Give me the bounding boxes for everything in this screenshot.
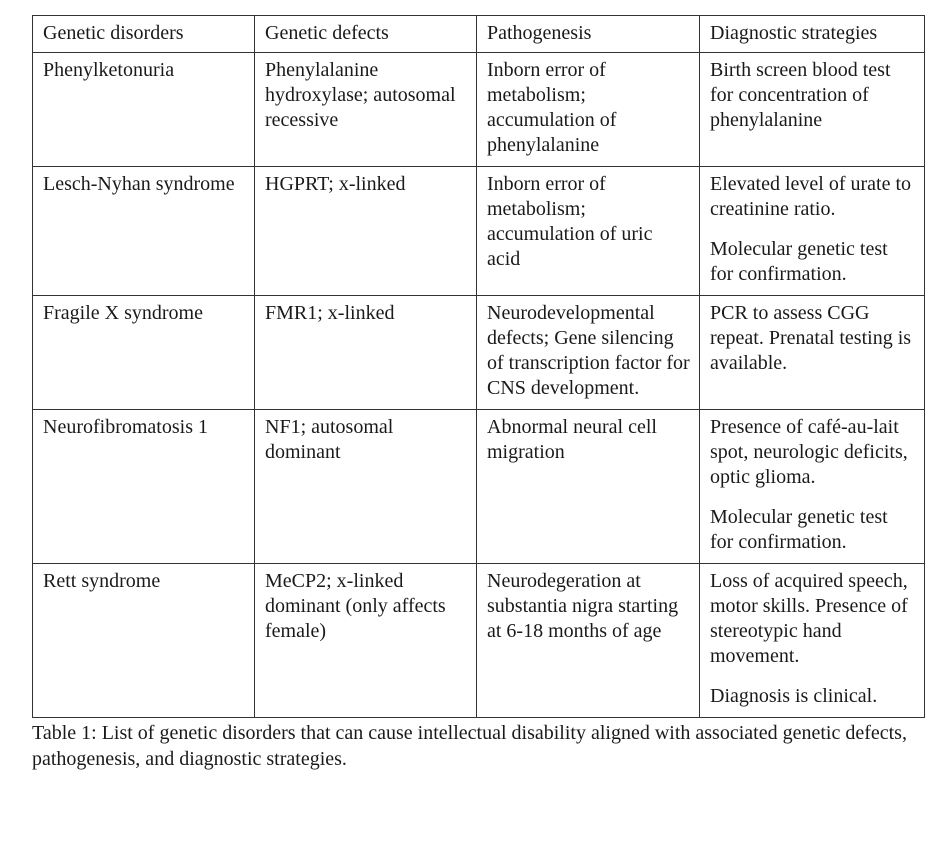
document-page	[32, 15, 924, 772]
cell-pathogenesis: Inborn error of metabolism; accumulation of uric acid	[477, 167, 700, 296]
genetic-disorders-table	[32, 15, 925, 718]
table-row	[33, 53, 925, 167]
diagnosis-paragraph: Presence of café-au-lait spot, neurologic deficits, optic glioma.	[710, 416, 908, 488]
table-row	[33, 410, 925, 564]
diagnosis-paragraph: Elevated level of urate to creatinine ratio.	[710, 173, 912, 220]
table-caption: Table 1: List of genetic disorders that can cause intellectual disability aligned with associated genetic defects, pathogenesis, and diagnostic strategies.	[32, 722, 907, 770]
diagnosis-paragraph: Diagnosis is clinical.	[710, 685, 878, 707]
header-genetic-disorders: Genetic disorders	[33, 16, 255, 53]
cell-disorder: Lesch-Nyhan syndrome	[33, 167, 255, 296]
cell-diagnosis	[700, 53, 925, 167]
cell-disorder: Neurofibromatosis 1	[33, 410, 255, 564]
table-row	[33, 296, 925, 410]
table-row	[33, 564, 925, 718]
header-diagnostic-strategies: Diagnostic strategies	[700, 16, 925, 53]
cell-diagnosis	[700, 167, 925, 296]
table-row	[33, 167, 925, 296]
header-pathogenesis: Pathogenesis	[477, 16, 700, 53]
diagnosis-paragraph: Molecular genetic test for confirmation.	[710, 238, 888, 285]
header-genetic-defects: Genetic defects	[255, 16, 477, 53]
cell-defect: FMR1; x-linked	[255, 296, 477, 410]
cell-disorder: Rett syndrome	[33, 564, 255, 718]
diagnosis-paragraph: Loss of acquired speech, motor skills. Presence of stereotypic hand movement.	[710, 570, 908, 667]
cell-disorder: Phenylketonuria	[33, 53, 255, 167]
table-header-row	[33, 16, 925, 53]
diagnosis-paragraph: Molecular genetic test for confirmation.	[710, 506, 888, 553]
cell-defect: Phenylalanine hydroxylase; autosomal recessive	[255, 53, 477, 167]
diagnosis-paragraph: PCR to assess CGG repeat. Prenatal testing is available.	[710, 302, 912, 374]
cell-pathogenesis: Neurodegeration at substantia nigra starting at 6-18 months of age	[477, 564, 700, 718]
cell-defect: NF1; autosomal dominant	[255, 410, 477, 564]
diagnosis-paragraph: Birth screen blood test for concentration of phenylalanine	[710, 59, 891, 131]
cell-diagnosis	[700, 564, 925, 718]
cell-disorder: Fragile X syndrome	[33, 296, 255, 410]
cell-pathogenesis: Abnormal neural cell migration	[477, 410, 700, 564]
cell-defect: HGPRT; x-linked	[255, 167, 477, 296]
cell-pathogenesis: Inborn error of metabolism; accumulation of phenylalanine	[477, 53, 700, 167]
cell-diagnosis	[700, 296, 925, 410]
cell-defect: MeCP2; x-linked dominant (only affects female)	[255, 564, 477, 718]
cell-pathogenesis: Neurodevelopmental defects; Gene silencing of transcription factor for CNS development.	[477, 296, 700, 410]
cell-diagnosis	[700, 410, 925, 564]
